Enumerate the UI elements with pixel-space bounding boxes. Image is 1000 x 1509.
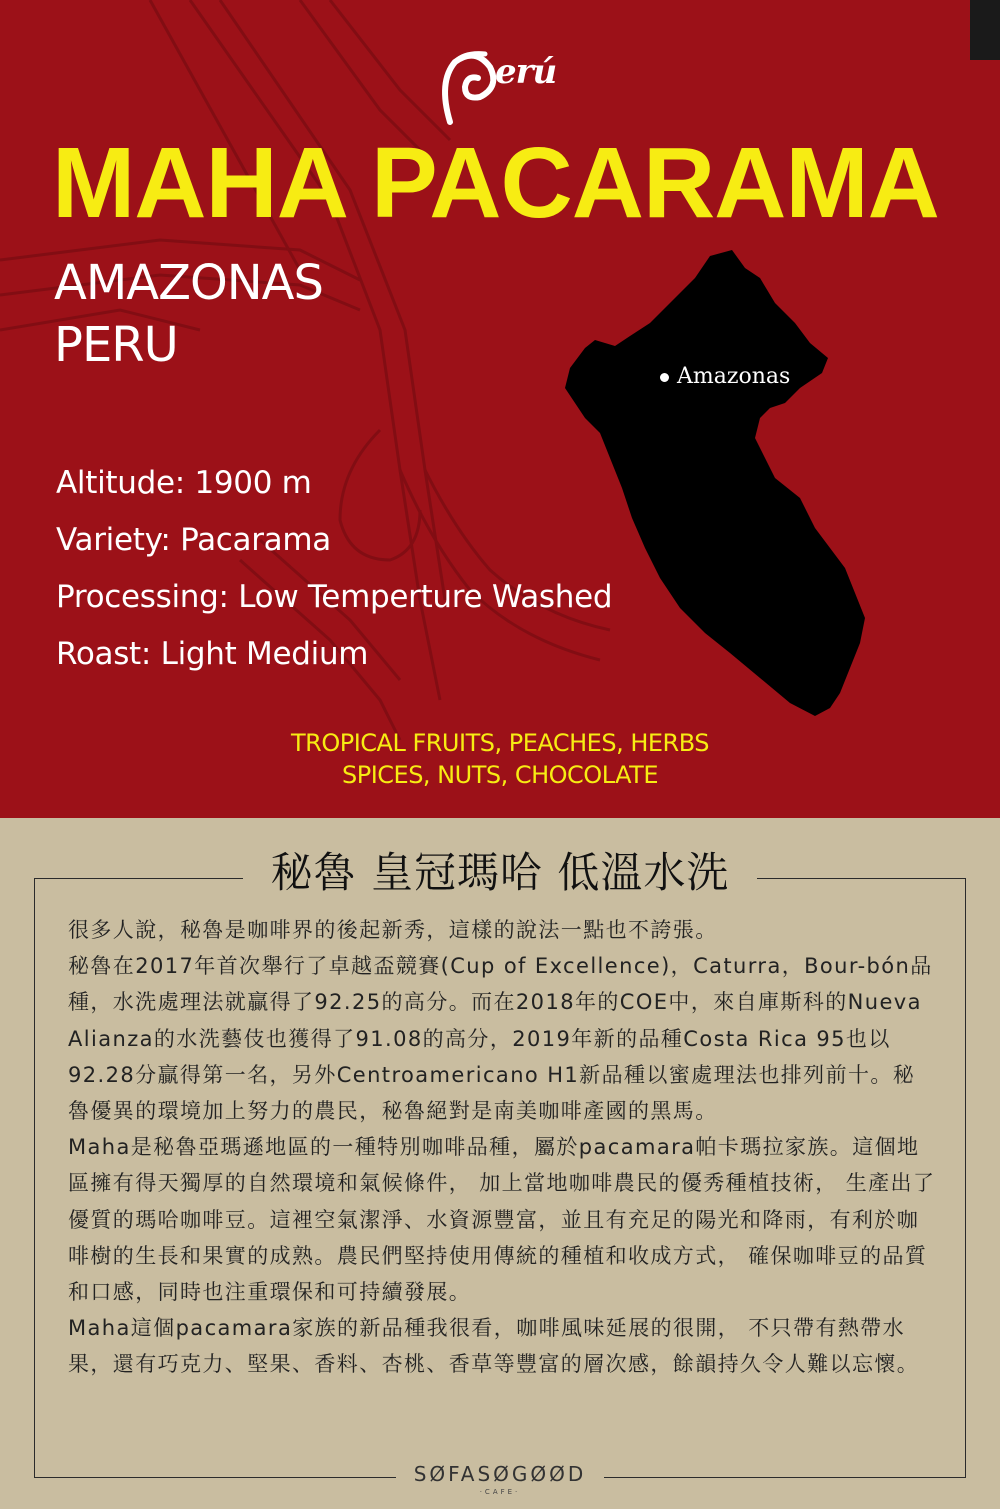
- description-paragraph-3: Maha是秘魯亞瑪遜地區的一種特別咖啡品種，屬於pacamara帕卡瑪拉家族。這個地區擁有得天獨厚的自然環境和氣候條件， 加上當地咖啡農民的優秀種植技術， 生產出了優質的瑪哈咖啡豆。這裡空氣潔淨、水資源豐富，並且有充足的陽光和降雨，有利於咖啡樹的生長和果實的成熟。農民們堅持使用傳統的種植和收成方式， 確保咖啡豆的品質和口感，同時也注重環保和可持續發展。: [68, 1135, 936, 1305]
- description-heading: 秘魯 皇冠瑪哈 低溫水洗: [243, 842, 758, 904]
- map-label: [660, 364, 790, 389]
- peru-map-icon: [560, 248, 890, 718]
- spec-variety: Variety: Pacarama: [56, 522, 331, 558]
- spec-processing: Processing: Low Temperture Washed: [56, 579, 613, 615]
- description-paragraph-4: Maha這個pacamara家族的新品種我很看，咖啡風味延展的很開， 不只帶有熱帶水果，還有巧克力、堅果、香料、杏桃、香草等豐富的層次感，餘韻持久令人難以忘懷。: [68, 1316, 920, 1377]
- logo-text: erú: [495, 52, 557, 92]
- description-paragraph-1: 很多人說，秘魯是咖啡界的後起新秀，這樣的說法一點也不誇張。: [68, 918, 718, 942]
- product-title: MAHA PACARAMA: [52, 127, 939, 239]
- footer: [0, 1462, 1000, 1486]
- corner-tab: [970, 0, 1000, 60]
- origin-province: AMAZONAS: [54, 255, 323, 311]
- origin-region: [54, 252, 323, 376]
- map-dot-icon: [660, 373, 669, 382]
- spec-roast: Roast: Light Medium: [56, 636, 369, 672]
- footer-sub: ·CAFE·: [479, 1488, 521, 1496]
- description-paragraph-2: 秘魯在2017年首次舉行了卓越盃競賽(Cup of Excellence)，Caturra，Bour-bón品種，水洗處理法就贏得了92.25的高分。而在2018年的COE中，來自庫斯科的Nueva Alianza的水洗藝伎也獲得了91.08的高分，2019年新的品種Costa Rica 95也以92.28分贏得第一名，另外Centroamericano H1新品種以蜜處理法也排列前十。秘魯優異的環境加上努力的農民，秘魯絕對是南美咖啡產國的黑馬。: [68, 954, 933, 1124]
- origin-country: PERU: [54, 317, 178, 373]
- footer-brand: SØFASØGØØD: [396, 1462, 605, 1486]
- flavor-line-1: TROPICAL FRUITS, PEACHES, HERBS: [291, 729, 709, 757]
- description-body: [68, 912, 936, 1383]
- spec-list: [56, 455, 612, 683]
- map-label-text: Amazonas: [677, 364, 791, 389]
- description-heading-wrap: [0, 842, 1000, 904]
- spec-altitude: Altitude: 1900 m: [56, 465, 312, 501]
- flavor-notes: [0, 727, 1000, 791]
- flavor-line-2: SPICES, NUTS, CHOCOLATE: [341, 761, 658, 789]
